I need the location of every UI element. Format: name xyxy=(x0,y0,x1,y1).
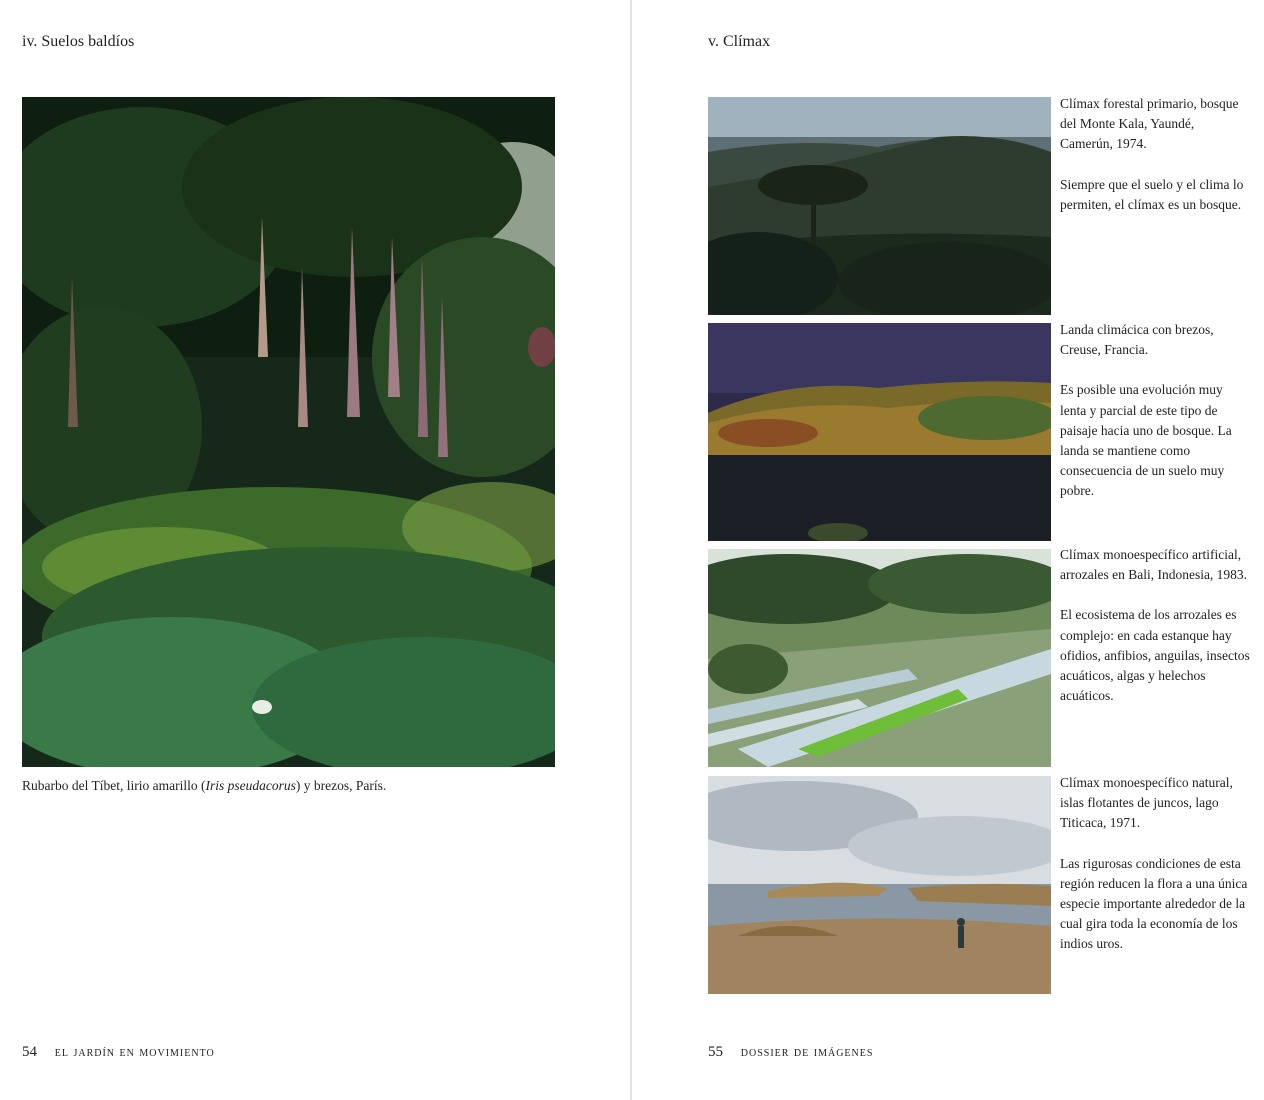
running-title: dossier de imágenes xyxy=(740,1045,874,1060)
figure-caption-1 xyxy=(1060,94,1250,235)
running-title: el jardín en movimiento xyxy=(54,1045,215,1060)
right-page xyxy=(634,0,1264,1100)
figure-text: El ecosistema de los arrozales es complejo: en cada estanque hay ofidios, anfibios, anguilas, insectos acuáticos, algas y helechos acuáticos. xyxy=(1060,607,1250,704)
figure-caption-4 xyxy=(1060,773,1250,975)
page-number: 55 xyxy=(708,1044,723,1060)
section-title: iv. Suelos baldíos xyxy=(22,33,135,50)
figure-text: Las rigurosas condiciones de esta región reducen la flora a una única especie importante alrededor de la cual gira toda la economía de los indios uros. xyxy=(1060,855,1248,952)
left-page xyxy=(0,0,630,1100)
figure-caption-2 xyxy=(1060,320,1250,522)
heath-lake-photo xyxy=(708,323,1051,541)
figure-title: Clímax forestal primario, bosque del Monte Kala, Yaundé, Camerún, 1974. xyxy=(1060,96,1239,152)
left-footer xyxy=(22,1044,215,1061)
figure-title: Landa climácica con brezos, Creuse, Francia. xyxy=(1060,322,1214,358)
forest-photo xyxy=(708,97,1051,315)
figure-text: Siempre que el suelo y el clima lo permiten, el clímax es un bosque. xyxy=(1060,176,1244,212)
jungle-garden-photo xyxy=(22,97,555,767)
section-title: v. Clímax xyxy=(708,33,771,50)
figure-title: Clímax monoespecífico natural, islas flotantes de juncos, lago Titicaca, 1971. xyxy=(1060,775,1233,831)
reed-islands-photo xyxy=(708,776,1051,994)
figure-caption-3 xyxy=(1060,545,1250,726)
figure-text: Es posible una evolución muy lenta y parcial de este tipo de paisaje hacia uno de bosque. La landa se mantiene como consecuencia de un suelo muy pobre. xyxy=(1060,382,1232,499)
rice-terraces-photo xyxy=(708,549,1051,767)
figure-title: Clímax monoespecífico artificial, arrozales en Bali, Indonesia, 1983. xyxy=(1060,547,1248,583)
main-photo-caption: Rubarbo del Tíbet, lirio amarillo (Iris pseudacorus) y brezos, París. xyxy=(22,778,387,793)
book-spine xyxy=(630,0,632,1100)
page-number: 54 xyxy=(22,1044,37,1060)
right-footer xyxy=(708,1044,873,1061)
